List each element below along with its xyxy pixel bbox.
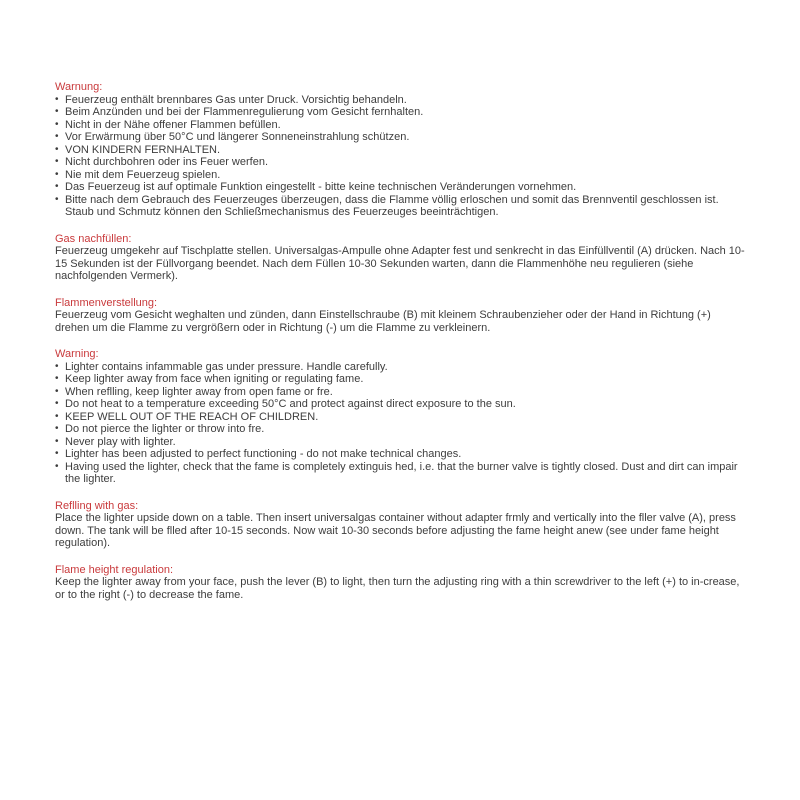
bullet-item <box>55 169 745 182</box>
bullet-text: Do not pierce the lighter or throw into fre. <box>65 423 265 435</box>
section <box>55 233 745 283</box>
bullet-text: Having used the lighter, check that the fame is completely extinguis hed, i.e. that the burner valve is tightly closed. Dust and dirt can impair the lighter. <box>65 460 738 485</box>
bullet-item <box>55 94 745 107</box>
bullet-icon: • <box>55 385 59 397</box>
section <box>55 297 745 335</box>
bullet-item <box>55 131 745 144</box>
bullet-text: Vor Erwärmung über 50°C und längerer Sonneneinstrahlung schützen. <box>65 131 410 143</box>
section-heading: Flammenverstellung: <box>55 296 158 309</box>
section <box>55 348 745 486</box>
bullet-text: Keep lighter away from face when igniting or regulating fame. <box>65 373 364 385</box>
bullet-icon: • <box>55 435 59 447</box>
bullet-icon: • <box>55 131 59 142</box>
bullet-icon: • <box>55 423 59 434</box>
bullet-icon: • <box>55 156 59 167</box>
bullet-item <box>55 461 745 486</box>
section <box>55 81 745 219</box>
bullet-item <box>55 448 745 461</box>
bullet-text: KEEP WELL OUT OF THE REACH OF CHILDREN. <box>65 410 319 423</box>
bullet-item <box>55 411 745 424</box>
bullet-icon: • <box>55 398 59 409</box>
bullet-item <box>55 398 745 411</box>
bullet-item <box>55 361 745 374</box>
bullet-item <box>55 106 745 119</box>
bullet-icon: • <box>55 168 59 180</box>
section-heading: Reflling with gas: <box>55 499 139 512</box>
section-heading: Gas nachfüllen: <box>55 232 132 245</box>
bullet-text: Das Feuerzeug ist auf optimale Funktion eingestellt - bitte keine technischen Veränderungen vornehmen. <box>65 181 577 193</box>
paragraph: Keep the lighter away from your face, push the lever (B) to light, then turn the adjusting ring with a thin screwdriver to the left (+) to in-crease, or to the right (-) to decrease the fame. <box>55 576 740 601</box>
bullet-item <box>55 144 745 157</box>
bullet-icon: • <box>55 118 59 130</box>
bullet-text: Nicht in der Nähe offener Flammen befüllen. <box>65 118 281 131</box>
section <box>55 564 745 602</box>
paragraph: Feuerzeug vom Gesicht weghalten und zünden, dann Einstellschraube (B) mit kleinem Schraubenzieher oder der Hand in Richtung (+) drehen um die Flamme zu vergrößern oder in Richtung (-) um die Flamme zu verkleinern. <box>55 309 711 334</box>
bullet-text: Nie mit dem Feuerzeug spielen. <box>65 168 221 181</box>
section-heading: Warnung: <box>55 81 103 93</box>
bullet-item <box>55 119 745 132</box>
bullet-icon: • <box>55 93 59 105</box>
section-heading: Warning: <box>55 348 99 360</box>
bullet-text: Do not heat to a temperature exceeding 50°C and protect against direct exposure to the sun. <box>65 398 516 410</box>
bullet-icon: • <box>55 143 59 155</box>
bullet-text: Never play with lighter. <box>65 435 176 448</box>
paragraph: Feuerzeug umgekehr auf Tischplatte stellen. Universalgas-Ampulle ohne Adapter fest und senkrecht in das Einfüllventil (A) drücken. Nach 10-15 Sekunden ist der Füllvorgang beendet. Nach dem Füllen 10-30 Sekunden warten, dann die Flammenhöhe neu regulieren (siehe nachfolgenden Vermerk). <box>55 245 745 282</box>
bullet-item <box>55 436 745 449</box>
bullet-text: Feuerzeug enthält brennbares Gas unter Druck. Vorsichtig behandeln. <box>65 93 407 106</box>
bullet-item <box>55 194 745 219</box>
bullet-text: Bitte nach dem Gebrauch des Feuerzeuges überzeugen, dass die Flamme völlig erloschen und somit das Brennventil geschlossen ist. Staub und Schmutz können den Schließmechanismus des Feuerzeuges beeinträchtigen. <box>65 193 719 218</box>
bullet-text: VON KINDERN FERNHALTEN. <box>65 143 221 156</box>
bullet-item <box>55 373 745 386</box>
section <box>55 500 745 550</box>
bullet-icon: • <box>55 360 59 372</box>
bullet-icon: • <box>55 448 59 459</box>
bullet-icon: • <box>55 460 59 472</box>
section-heading: Flame height regulation: <box>55 563 174 576</box>
bullet-icon: • <box>55 106 59 117</box>
bullet-text: When reflling, keep lighter away from open fame or fre. <box>65 385 333 398</box>
bullet-item <box>55 386 745 399</box>
bullet-item <box>55 156 745 169</box>
bullet-text: Beim Anzünden und bei der Flammenregulierung vom Gesicht fernhalten. <box>65 106 424 118</box>
bullet-icon: • <box>55 410 59 422</box>
paragraph: Place the lighter upside down on a table. Then insert universalgas container without adapter frmly and vertically into the fller valve (A), press down. The tank will be flled after 10-15 seconds. Now wait 10-30 seconds before adjusting the fame height anew (see under fame height regulation). <box>55 512 736 549</box>
bullet-icon: • <box>55 373 59 384</box>
bullet-text: Lighter contains infammable gas under pressure. Handle carefully. <box>65 360 388 373</box>
bullet-text: Nicht durchbohren oder ins Feuer werfen. <box>65 156 268 168</box>
bullet-item <box>55 423 745 436</box>
bullet-text: Lighter has been adjusted to perfect functioning - do not make technical changes. <box>65 448 462 460</box>
bullet-item <box>55 181 745 194</box>
bullet-icon: • <box>55 193 59 205</box>
bullet-icon: • <box>55 181 59 192</box>
